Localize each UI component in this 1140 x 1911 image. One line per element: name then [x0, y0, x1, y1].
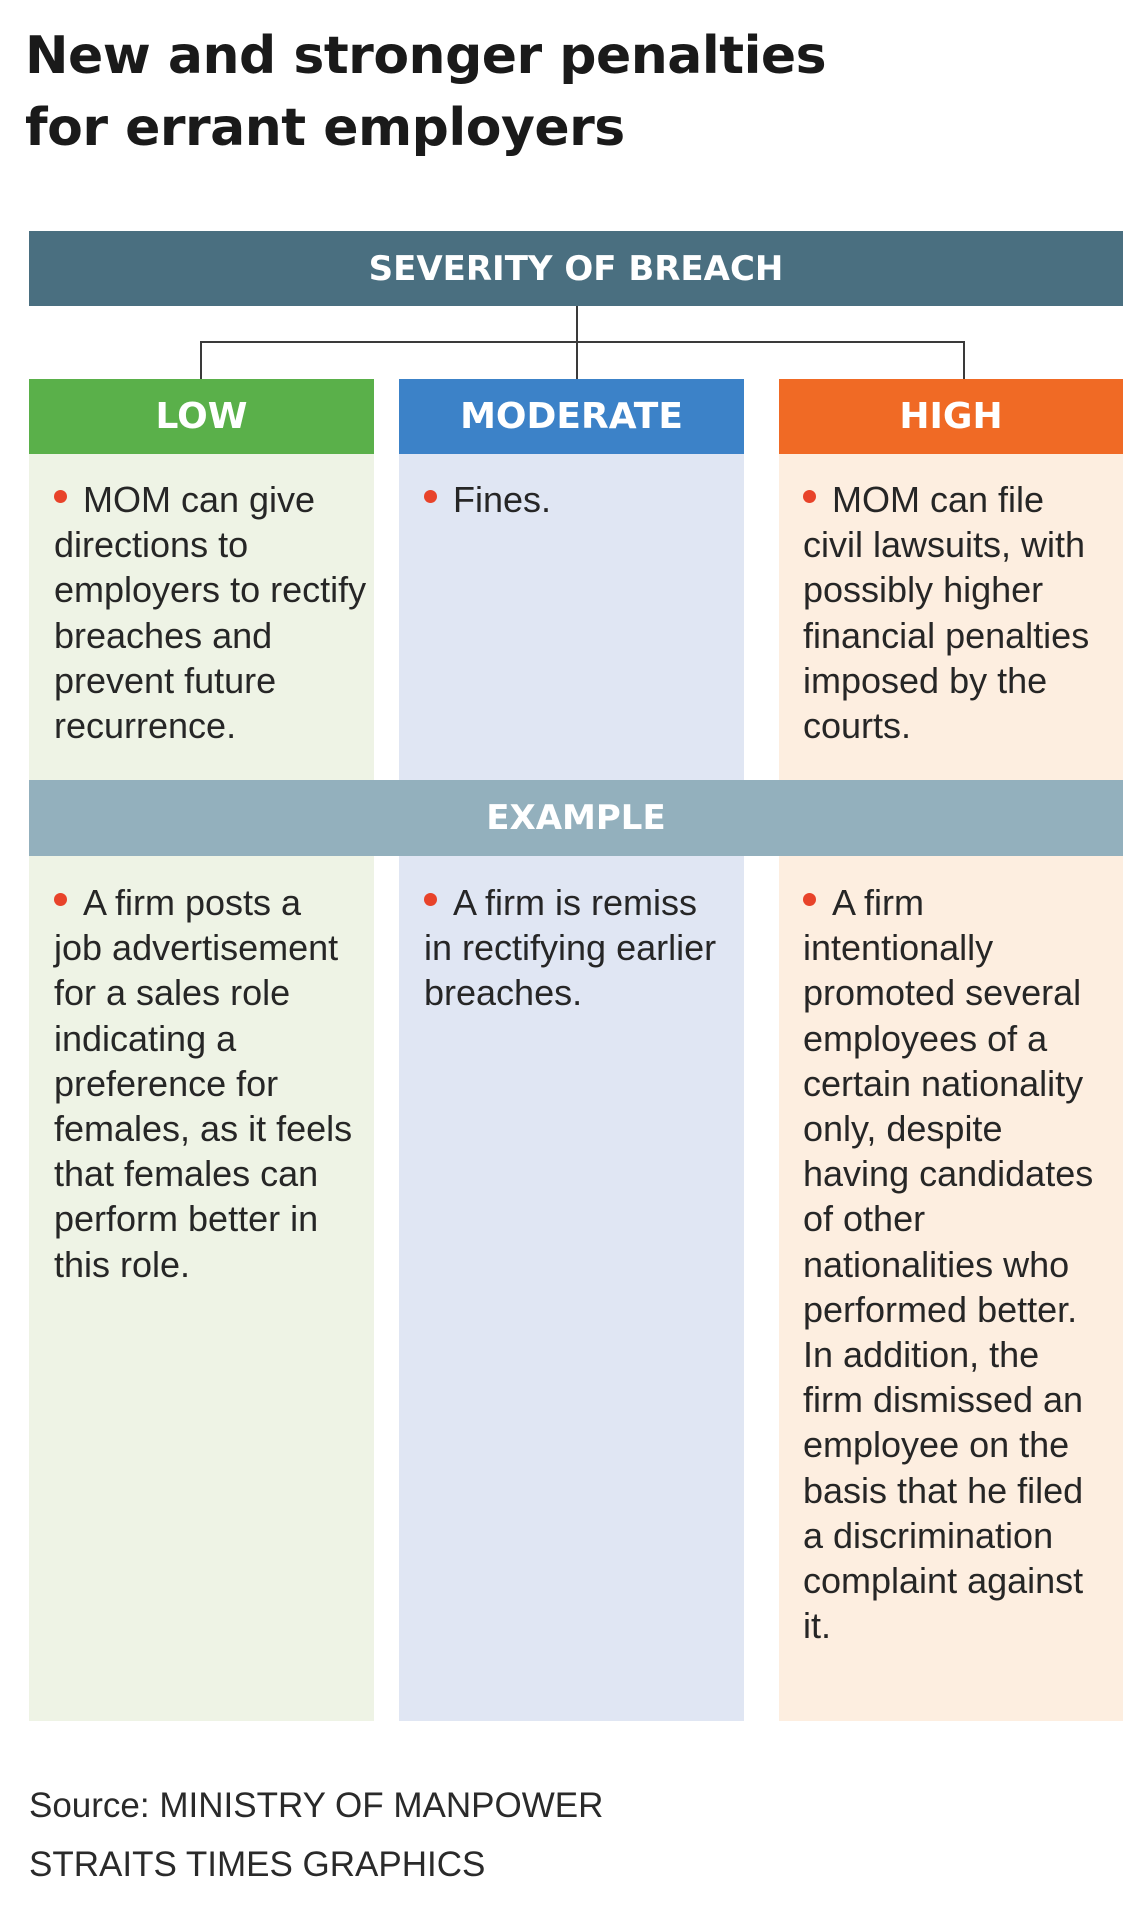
penalty-high: MOM can file civil lawsuits, with possibly higher financial penalties imposed by the courts. — [803, 479, 1090, 747]
level-header-low: LOW — [29, 379, 374, 454]
bullet-icon — [54, 490, 67, 503]
example-header: EXAMPLE — [29, 780, 1123, 856]
severity-of-breach-header: SEVERITY OF BREACH — [29, 231, 1123, 306]
bullet-icon — [803, 490, 816, 503]
example-text-low — [54, 880, 359, 1287]
graphics-credit: STRAITS TIMES GRAPHICS — [29, 1845, 486, 1884]
example-high: A firm intentionally promoted several employees of a certain nationality only, despite having candidates of other nationalities who performed better. In addition, the firm dismissed an employee on the basis that he filed a discrimination complaint against it. — [803, 882, 1094, 1647]
penalty-low: MOM can give directions to employers to rectify breaches and prevent future recurrence. — [54, 479, 367, 747]
example-low: A firm posts a job advertisement for a sales role indicating a preference for females, as it feels that females can perform better in this role. — [54, 882, 353, 1285]
title-line-1: New and stronger penalties — [25, 26, 827, 86]
bullet-icon — [803, 893, 816, 906]
example-text-high — [803, 880, 1103, 1648]
source-credit: Source: MINISTRY OF MANPOWER — [29, 1786, 604, 1825]
page-title — [25, 20, 826, 164]
example-text-moderate — [424, 880, 724, 1016]
example-moderate: A firm is remiss in rectifying earlier breaches. — [424, 882, 717, 1014]
connector-high — [963, 341, 965, 379]
level-header-moderate: MODERATE — [399, 379, 744, 454]
connector-low — [200, 341, 202, 379]
penalty-text-low — [54, 477, 369, 748]
bullet-icon — [424, 893, 437, 906]
penalty-moderate: Fines. — [453, 479, 552, 520]
connector-horizontal — [200, 341, 965, 343]
bullet-icon — [54, 893, 67, 906]
penalty-text-high — [803, 477, 1103, 748]
title-line-2: for errant employers — [25, 98, 625, 158]
bullet-icon — [424, 490, 437, 503]
level-header-high: HIGH — [779, 379, 1123, 454]
penalty-text-moderate — [424, 477, 739, 522]
